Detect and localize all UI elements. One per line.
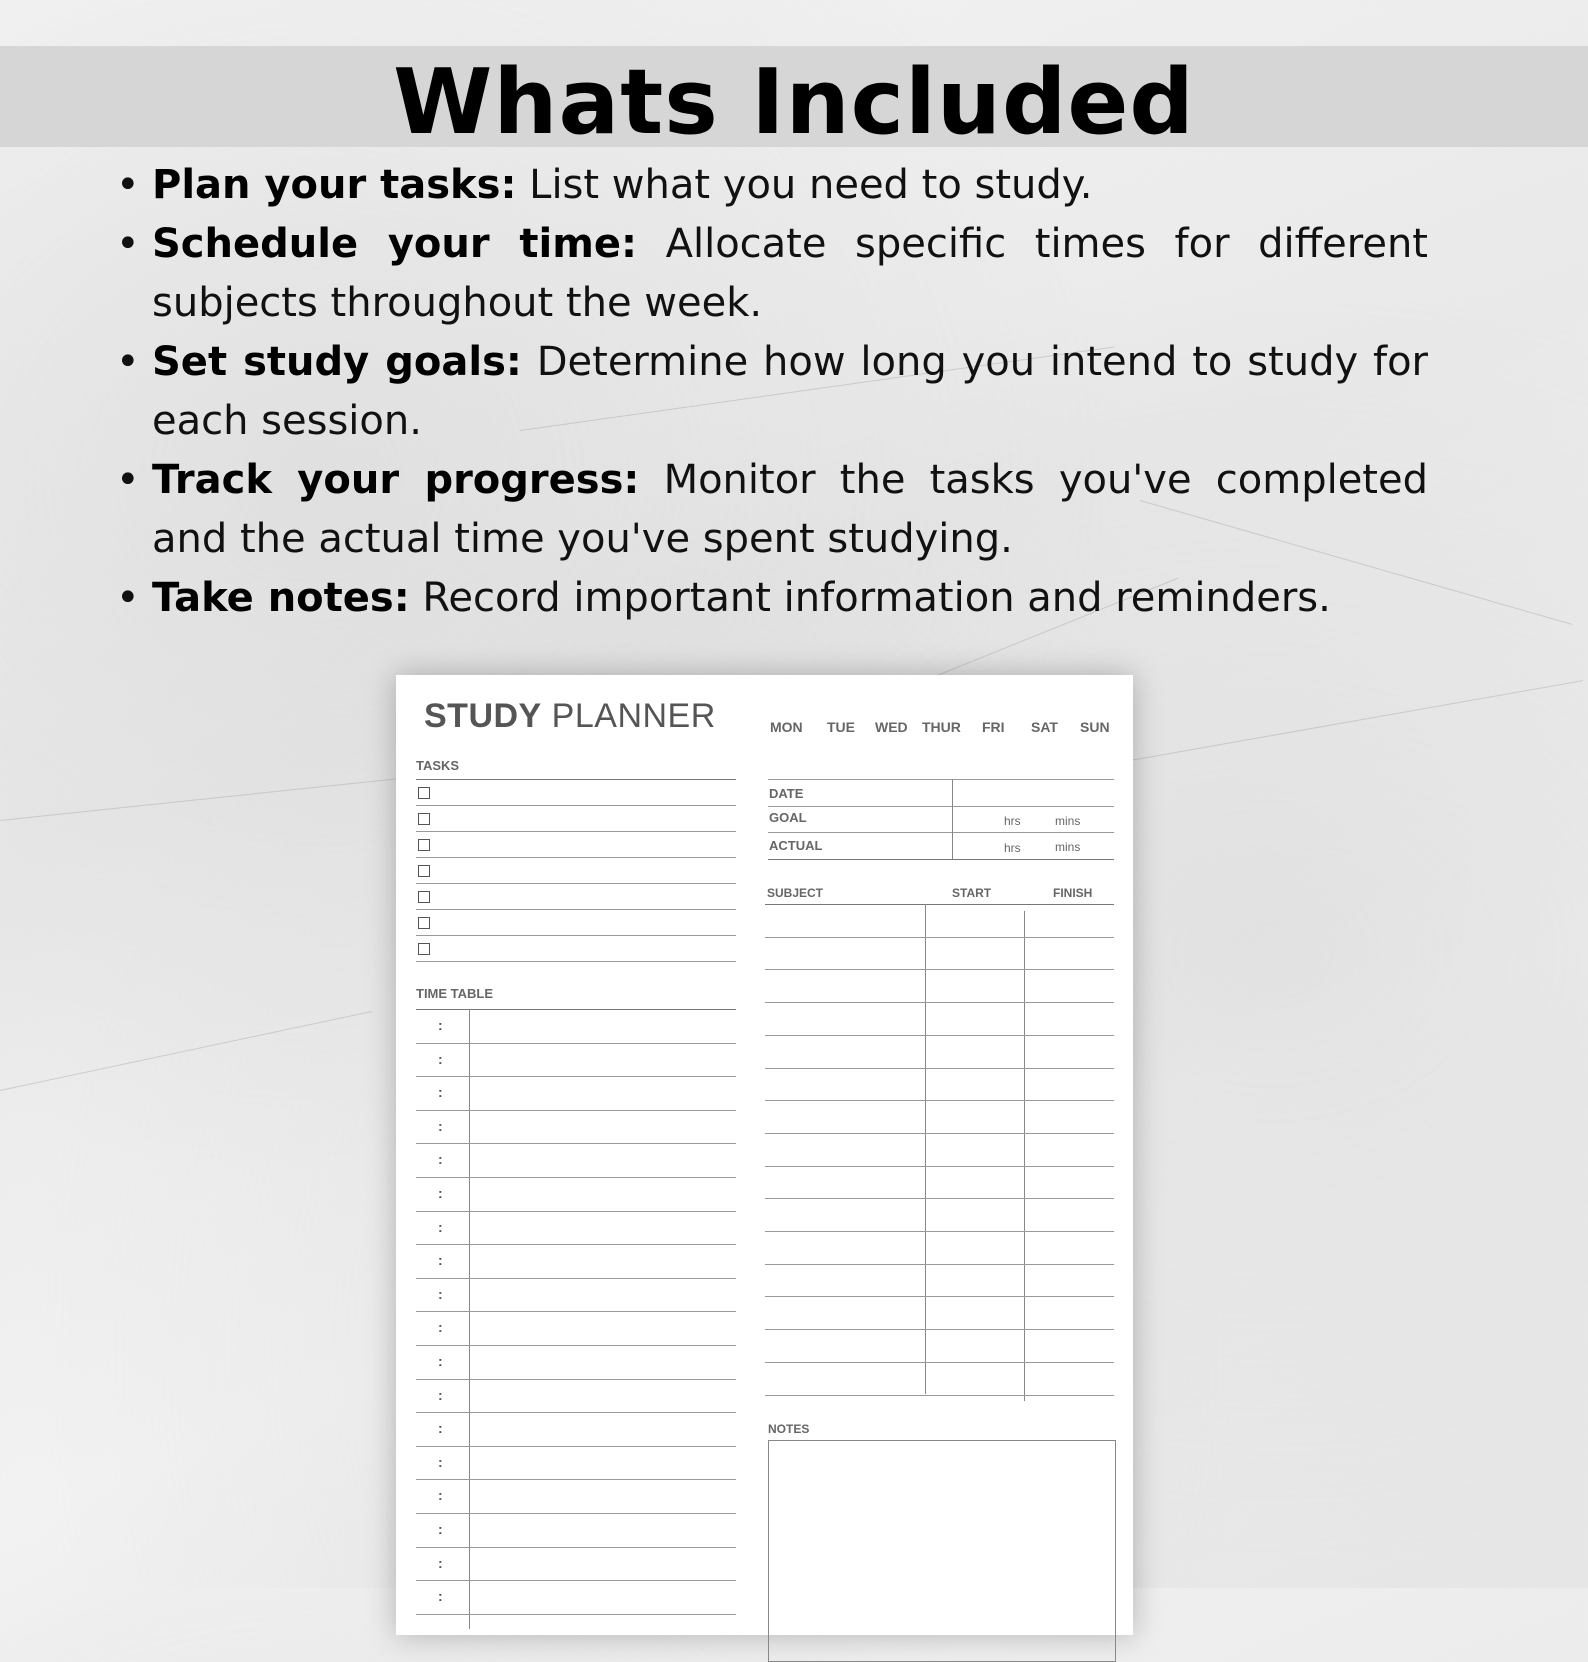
actual-rule (768, 859, 1114, 860)
subject-line (765, 1002, 1114, 1003)
weekday-wed[interactable]: WED (875, 719, 908, 735)
timetable-line (416, 1211, 736, 1212)
timetable-rule (416, 1009, 736, 1010)
tasks-rule (416, 779, 736, 780)
timetable-line (416, 1479, 736, 1480)
subject-line (765, 1133, 1114, 1134)
subject-line (765, 1100, 1114, 1101)
header-banner (0, 46, 1588, 155)
date-divider (952, 779, 953, 859)
timetable-line (416, 1412, 736, 1413)
subject-line (765, 1264, 1114, 1265)
time-colon: : (438, 1218, 443, 1235)
feature-item (116, 569, 1428, 628)
feature-item (116, 333, 1428, 451)
task-line (416, 857, 736, 858)
subject-line (765, 1395, 1114, 1396)
weekday-sat[interactable]: SAT (1031, 719, 1058, 735)
feature-heading: Plan your tasks: (152, 162, 517, 208)
timetable-line (416, 1513, 736, 1514)
bullet-icon: • (116, 457, 140, 503)
subject-line (765, 937, 1114, 938)
marble-vein (0, 776, 418, 821)
time-colon: : (438, 1017, 443, 1033)
timetable-line (416, 1311, 736, 1312)
notes-box[interactable] (768, 1440, 1116, 1662)
time-colon: : (438, 1554, 443, 1571)
task-line (416, 935, 736, 936)
goal-hrs-unit: hrs (1004, 814, 1021, 828)
weekday-thur[interactable]: THUR (922, 719, 961, 735)
timetable-line (416, 1076, 736, 1077)
goal-label: GOAL (769, 810, 807, 825)
task-line (416, 883, 736, 884)
time-colon: : (438, 1319, 443, 1336)
timetable-label: TIME TABLE (416, 986, 494, 1001)
task-checkbox[interactable] (418, 891, 430, 903)
feature-item (116, 451, 1428, 569)
task-line (416, 831, 736, 832)
feature-heading: Schedule your time: (152, 221, 638, 267)
weekday-fri[interactable]: FRI (982, 719, 1005, 735)
timetable-line (416, 1244, 736, 1245)
weekday-tue[interactable]: TUE (827, 719, 855, 735)
timetable-line (416, 1379, 736, 1380)
bullet-icon: • (116, 575, 140, 621)
task-checkbox[interactable] (418, 943, 430, 955)
task-checkbox[interactable] (418, 839, 430, 851)
task-checkbox[interactable] (418, 813, 430, 825)
timetable-line (416, 1345, 736, 1346)
time-colon: : (438, 1386, 443, 1403)
feature-text: Determine how long you intend to study for each session. (152, 339, 1428, 444)
bullet-icon: • (116, 339, 140, 385)
timetable-line (416, 1177, 736, 1178)
page-title: Whats Included (393, 49, 1195, 155)
actual-mins-unit: mins (1055, 840, 1081, 854)
task-line (416, 805, 736, 806)
feature-text: Record important information and reminders. (409, 575, 1331, 621)
subject-line (765, 1231, 1114, 1232)
goal-rule (768, 832, 1114, 833)
planner-title-light: PLANNER (541, 697, 716, 735)
subject-line (765, 1198, 1114, 1199)
time-colon: : (438, 1084, 443, 1101)
subject-line (765, 1296, 1114, 1297)
timetable-line (416, 1043, 736, 1044)
bullet-icon: • (116, 221, 140, 267)
marble-vein (0, 1011, 372, 1091)
tasks-label: TASKS (416, 758, 460, 773)
subject-rule (765, 904, 1114, 905)
task-checkbox[interactable] (418, 865, 430, 877)
planner-title-bold: STUDY (424, 697, 542, 735)
feature-list (116, 156, 1428, 628)
time-colon: : (438, 1521, 443, 1537)
subject-line (765, 1329, 1114, 1330)
timetable-line (416, 1614, 736, 1615)
subject-line (765, 1068, 1114, 1069)
feature-item (116, 215, 1428, 333)
time-colon: : (438, 1420, 443, 1437)
start-label: START (952, 886, 992, 900)
subject-line (765, 1362, 1114, 1363)
task-checkbox[interactable] (418, 917, 430, 929)
weekday-mon[interactable]: MON (770, 719, 803, 735)
timetable-line (416, 1278, 736, 1279)
time-colon: : (438, 1588, 443, 1605)
notes-label: NOTES (768, 1422, 810, 1436)
task-checkbox[interactable] (418, 787, 430, 799)
date-top-rule (768, 779, 1114, 780)
timetable-line (416, 1547, 736, 1548)
feature-text: Monitor the tasks you've completed and the actual time you've spent studying. (152, 457, 1428, 562)
feature-heading: Take notes: (152, 575, 410, 621)
time-colon: : (438, 1285, 443, 1302)
time-colon: : (438, 1487, 443, 1504)
actual-label: ACTUAL (769, 838, 823, 853)
feature-text: List what you need to study. (516, 162, 1093, 208)
weekday-sun[interactable]: SUN (1080, 719, 1110, 735)
feature-heading: Track your progress: (152, 457, 640, 503)
time-colon: : (438, 1185, 443, 1201)
study-planner-sheet (396, 675, 1133, 1635)
subject-line (765, 969, 1114, 970)
timetable-line (416, 1446, 736, 1447)
bullet-icon: • (116, 162, 140, 208)
time-colon: : (438, 1353, 443, 1369)
time-colon: : (438, 1050, 443, 1067)
goal-mins-unit: mins (1055, 814, 1081, 828)
timetable-divider (469, 1009, 470, 1629)
subject-line (765, 1035, 1114, 1036)
date-rule (768, 806, 1114, 807)
time-colon: : (438, 1151, 443, 1168)
task-line (416, 961, 736, 962)
start-divider (925, 904, 926, 1394)
timetable-line (416, 1580, 736, 1581)
time-colon: : (438, 1117, 443, 1134)
timetable-line (416, 1143, 736, 1144)
subject-line (765, 1166, 1114, 1167)
subject-label: SUBJECT (767, 886, 824, 900)
feature-text: Allocate specific times for different subjects throughout the week. (152, 221, 1428, 326)
marble-vein (1130, 680, 1583, 761)
feature-item (116, 156, 1428, 215)
feature-heading: Set study goals: (152, 339, 522, 385)
finish-divider (1024, 911, 1025, 1401)
planner-title (424, 697, 716, 736)
date-label: DATE (769, 786, 804, 801)
timetable-line (416, 1110, 736, 1111)
time-colon: : (438, 1453, 443, 1470)
time-colon: : (438, 1252, 443, 1269)
finish-label: FINISH (1053, 886, 1093, 900)
actual-hrs-unit: hrs (1004, 841, 1021, 855)
task-line (416, 909, 736, 910)
